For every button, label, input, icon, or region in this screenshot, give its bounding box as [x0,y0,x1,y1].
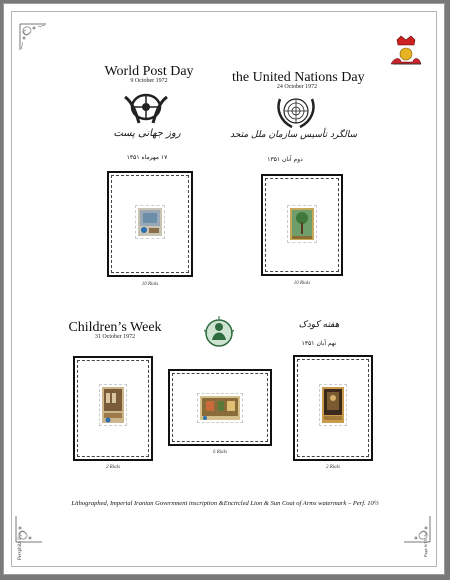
world-post-day-date: 9 October 1972 [130,78,168,84]
page-number: Page 6/15 [423,539,428,557]
un-day-farsi-title: سالگرد تأسیس سازمان ملل متحد [230,130,357,140]
footer-note: Lithographed, Imperial Iranian Government inscription &Encircled Lion & Sun Coat of Arms watermark – Perf. 10½ [71,500,379,507]
upu-emblem-icon [121,89,171,127]
childrens-week-value-1: 2 Rials [105,465,121,470]
copyright-text: Persphila © [18,536,23,560]
stamp-image [135,205,165,239]
un-day-farsi-date: دوم آبان ۱۳۵۱ [267,156,303,163]
childrens-week-emblem-icon [204,316,234,350]
stamp-image [287,205,317,243]
world-post-day-value: 10 Rials [141,282,159,287]
un-day-date: 24 October 1972 [276,84,318,90]
stamp-frame [293,355,373,461]
childrens-week-value-3: 2 Rials [325,465,341,470]
un-day-value: 10 Rials [293,281,311,286]
un-day-title: the United Nations Day [232,70,365,85]
stamp-frame [107,171,193,277]
un-emblem-icon [274,93,318,131]
stamp-frame [168,369,272,446]
stamp-frame [261,174,343,276]
page-border [11,11,437,567]
childrens-week-title: Children’s Week [68,320,162,335]
stamp-image [197,393,243,423]
lion-and-sun-emblem-icon [387,34,425,68]
world-post-day-farsi-date: ۱۷ مهرماه ۱۳۵۱ [126,154,168,161]
stamp-image [99,384,127,426]
world-post-day-farsi-title: روز جهانی پست [113,128,181,139]
childrens-week-farsi-title: هفته کودک [298,320,340,330]
corner-ornament-icon [18,22,48,52]
childrens-week-date: 31 October 1972 [94,334,136,340]
stamp-frame [73,356,153,461]
childrens-week-farsi-date: نهم آبان ۱۳۵۱ [301,340,337,347]
world-post-day-title: World Post Day [104,64,194,79]
stamp-image [319,384,347,426]
childrens-week-value-2: 6 Rials [212,450,228,455]
album-page [3,3,445,575]
